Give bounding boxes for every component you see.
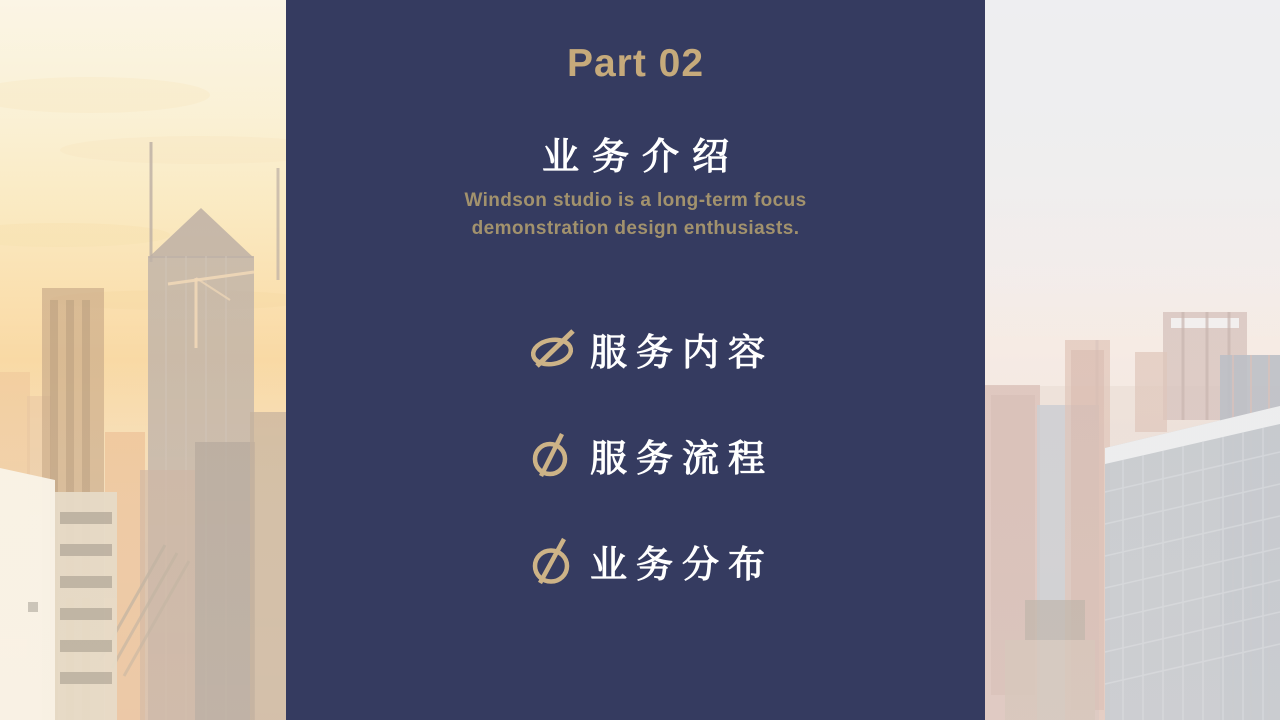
subtitle-line-2: demonstration design enthusiasts.	[471, 218, 800, 239]
toc-list	[528, 322, 774, 588]
toc-item-label: 服务内容	[590, 332, 774, 373]
left-skyline-graphic	[0, 0, 286, 720]
toc-item-label: 业务分布	[590, 544, 774, 585]
slide-title: 业务介绍	[542, 136, 742, 177]
toc-item-service-process[interactable]	[528, 428, 774, 482]
part-label: Part 02	[566, 42, 705, 85]
background-photo-left	[0, 0, 286, 720]
circle-slash-icon	[528, 324, 590, 374]
toc-item-label: 服务流程	[590, 438, 774, 479]
subtitle-line-1: Windson studio is a long-term focus	[464, 190, 807, 211]
toc-item-service-content[interactable]	[528, 322, 774, 376]
circle-slash-icon	[528, 536, 590, 586]
content-panel	[286, 0, 985, 720]
slide-subtitle	[286, 187, 985, 243]
right-skyline-graphic	[985, 0, 1280, 720]
circle-slash-icon	[528, 430, 590, 480]
background-photo-right	[985, 0, 1280, 720]
toc-item-business-distribution[interactable]	[528, 534, 774, 588]
